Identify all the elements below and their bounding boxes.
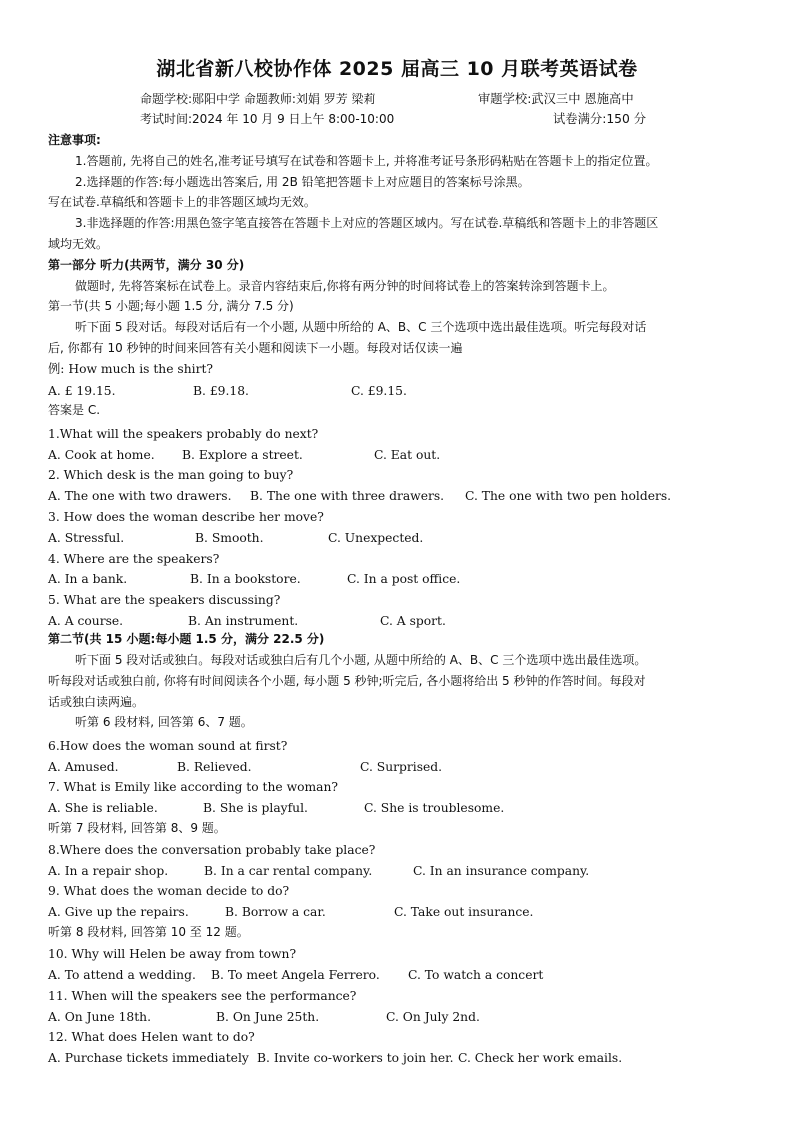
q6-option-b: B. Relieved.	[177, 760, 252, 774]
q8-option-c: C. In an insurance company.	[413, 864, 590, 878]
section2-heading: 第二节(共 15 小题:每小题 1.5 分，满分 22.5 分)	[48, 632, 325, 646]
notice-line-2: 2.选择题的作答:每小题选出答案后, 用 2B 铅笔把答题卡上对应题目的答案标号涂黑。	[75, 175, 530, 189]
section1-heading: 第一节(共 5 小题;每小题 1.5 分, 满分 7.5 分)	[48, 299, 294, 313]
q1-option-c: C. Eat out.	[374, 448, 441, 462]
section2-intro-1: 听下面 5 段对话或独白。每段对话或独白后有几个小题, 从题中所给的 A、B、C 三个选项中选出最佳选项。	[75, 653, 647, 667]
q6-option-a: A. Amused.	[48, 760, 119, 774]
q5-option-a: A. A course.	[48, 614, 124, 628]
q4-option-a: A. In a bank.	[48, 572, 128, 586]
q12-option-a: A. Purchase tickets immediately	[48, 1051, 249, 1065]
question-12: 12. What does Helen want to do?	[48, 1030, 255, 1044]
example-answer: 答案是 C.	[48, 403, 101, 417]
reviewer-info: 审题学校:武汉三中 恩施高中	[478, 92, 634, 106]
q7-option-b: B. She is playful.	[203, 801, 308, 815]
q1-option-a: A. Cook at home.	[48, 448, 155, 462]
q7-option-a: A. She is reliable.	[48, 801, 158, 815]
section1-intro-1: 听下面 5 段对话。每段对话后有一个小题, 从题中所给的 A、B、C 三个选项中选出最佳选项。听完每段对话	[75, 320, 647, 334]
q9-option-c: C. Take out insurance.	[394, 905, 534, 919]
q6-option-c: C. Surprised.	[360, 760, 443, 774]
question-11: 11. When will the speakers see the performance?	[48, 989, 357, 1003]
material-7-instruction: 听第 7 段材料, 回答第 8、9 题。	[48, 821, 226, 835]
q11-option-c: C. On July 2nd.	[386, 1010, 480, 1024]
question-7: 7. What is Emily like according to the woman?	[48, 780, 339, 794]
q11-option-b: B. On June 25th.	[216, 1010, 320, 1024]
q3-option-c: C. Unexpected.	[328, 531, 424, 545]
q2-option-c: C. The one with two pen holders.	[465, 489, 672, 503]
q4-option-b: B. In a bookstore.	[190, 572, 301, 586]
example-question: 例: How much is the shirt?	[48, 362, 213, 376]
total-score: 试卷满分:150 分	[553, 112, 647, 126]
question-1: 1.What will the speakers probably do next?	[48, 427, 319, 441]
q2-option-a: A. The one with two drawers.	[48, 489, 232, 503]
q11-option-a: A. On June 18th.	[48, 1010, 151, 1024]
material-8-instruction: 听第 8 段材料, 回答第 10 至 12 题。	[48, 925, 249, 939]
part1-heading: 第一部分 听力(共两节，满分 30 分)	[48, 258, 245, 272]
q2-option-b: B. The one with three drawers.	[250, 489, 445, 503]
q10-option-c: C. To watch a concert	[408, 968, 544, 982]
notice-line-5: 域均无效。	[48, 237, 109, 251]
q8-option-b: B. In a car rental company.	[204, 864, 373, 878]
q4-option-c: C. In a post office.	[347, 572, 461, 586]
example-option-a: A. £ 19.15.	[48, 384, 116, 398]
question-5: 5. What are the speakers discussing?	[48, 593, 281, 607]
q9-option-b: B. Borrow a car.	[225, 905, 326, 919]
q7-option-c: C. She is troublesome.	[364, 801, 505, 815]
question-3: 3. How does the woman describe her move?	[48, 510, 324, 524]
q12-option-b: B. Invite co-workers to join her.	[257, 1051, 454, 1065]
q9-option-a: A. Give up the repairs.	[48, 905, 189, 919]
notice-line-3: 写在试卷.草稿纸和答题卡上的非答题区域均无效。	[48, 195, 316, 209]
question-8: 8.Where does the conversation probably take place?	[48, 843, 376, 857]
question-9: 9. What does the woman decide to do?	[48, 884, 290, 898]
material-6-instruction: 听第 6 段材料, 回答第 6、7 题。	[75, 715, 253, 729]
q5-option-b: B. An instrument.	[188, 614, 299, 628]
q10-option-b: B. To meet Angela Ferrero.	[211, 968, 380, 982]
question-2: 2. Which desk is the man going to buy?	[48, 468, 294, 482]
notice-heading: 注意事项:	[48, 133, 101, 147]
exam-title: 湖北省新八校协作体 2025 届高三 10 月联考英语试卷	[156, 58, 638, 80]
q3-option-a: A. Stressful.	[48, 531, 125, 545]
section2-intro-3: 话或独白读两遍。	[48, 695, 145, 709]
question-10: 10. Why will Helen be away from town?	[48, 947, 297, 961]
question-6: 6.How does the woman sound at first?	[48, 739, 288, 753]
exam-time: 考试时间:2024 年 10 月 9 日上午 8:00-10:00	[140, 112, 395, 126]
example-option-c: C. £9.15.	[351, 384, 407, 398]
section2-intro-2: 听每段对话或独白前, 你将有时间阅读各个小题, 每小题 5 秒钟;听完后, 各小题将给出 5 秒钟的作答时间。每段对	[48, 674, 646, 688]
setter-info: 命题学校:郧阳中学 命题教师:刘娟 罗芳 梁莉	[140, 92, 376, 106]
q3-option-b: B. Smooth.	[195, 531, 264, 545]
example-option-b: B. £9.18.	[193, 384, 249, 398]
notice-line-1: 1.答题前, 先将自己的姓名,准考证号填写在试卷和答题卡上, 并将准考证号条形码粘贴在答题卡上的指定位置。	[75, 154, 658, 168]
question-4: 4. Where are the speakers?	[48, 552, 220, 566]
q8-option-a: A. In a repair shop.	[48, 864, 169, 878]
part1-intro: 做题时, 先将答案标在试卷上。录音内容结束后,你将有两分钟的时间将试卷上的答案转涂到答题卡上。	[75, 279, 615, 293]
section1-intro-2: 后, 你都有 10 秒钟的时间来回答有关小题和阅读下一小题。每段对话仅读一遍	[48, 341, 463, 355]
q1-option-b: B. Explore a street.	[182, 448, 303, 462]
q5-option-c: C. A sport.	[380, 614, 446, 628]
q12-option-c: C. Check her work emails.	[458, 1051, 623, 1065]
notice-line-4: 3.非选择题的作答:用黑色签字笔直接答在答题卡上对应的答题区域内。写在试卷.草稿纸和答题卡上的非答题区	[75, 216, 659, 230]
q10-option-a: A. To attend a wedding.	[48, 968, 196, 982]
